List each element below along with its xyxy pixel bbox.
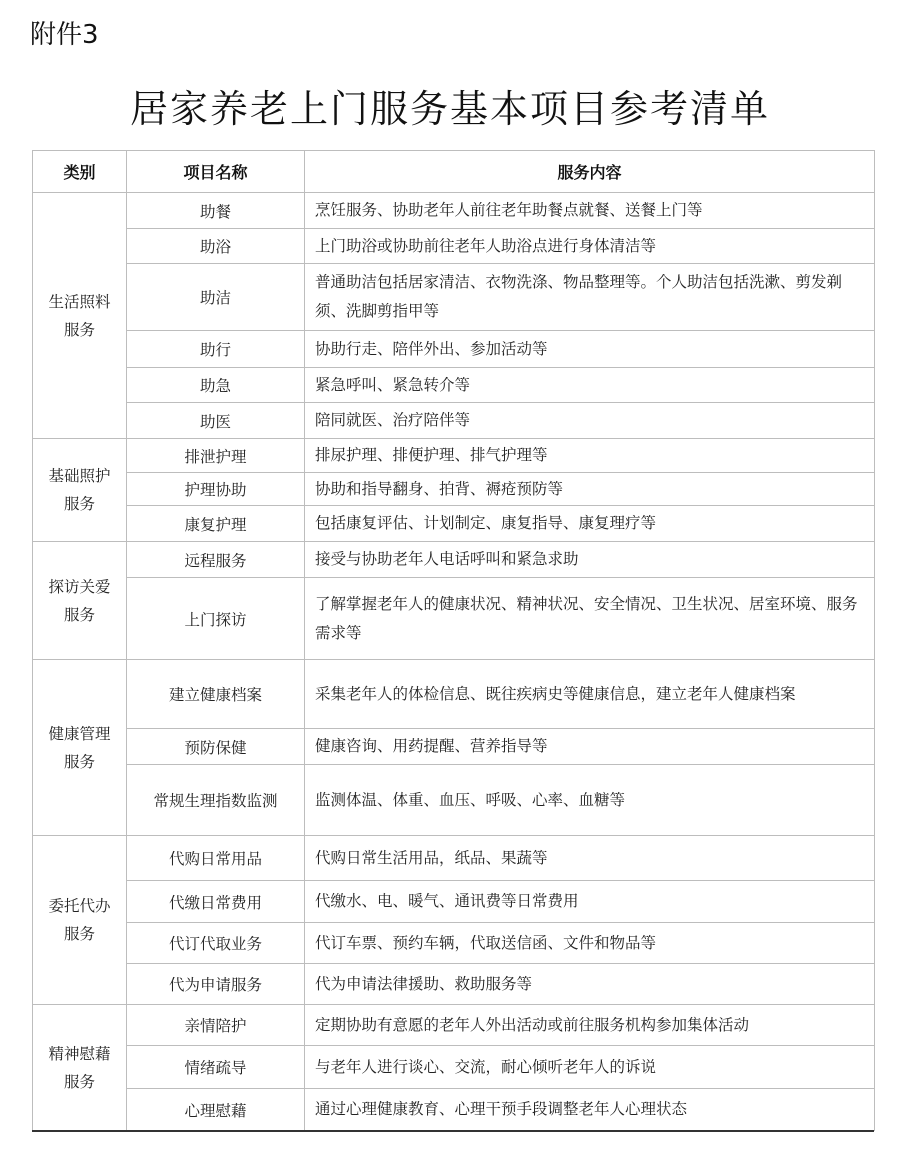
table-row [33,923,875,964]
table-row [33,1089,875,1131]
category-label-line1: 基础照护 [48,467,111,485]
table-row [33,506,875,542]
item-name-cell: 远程服务 [127,542,305,578]
table-row [33,1005,875,1046]
category-label-line2: 服务 [63,1072,95,1091]
category-label-line1: 委托代办 [48,897,111,915]
table-row [33,660,875,729]
category-cell [33,660,127,836]
table-row [33,331,875,368]
annex-label: 附件3 [30,20,99,50]
table-row [33,578,875,660]
category-label-line2: 服务 [63,752,95,771]
table-row [33,729,875,765]
item-name-cell: 亲情陪护 [127,1005,305,1046]
category-label-line2: 服务 [63,320,95,339]
table-row [33,368,875,403]
header-item-name: 项目名称 [127,151,305,193]
item-name-cell: 心理慰藉 [127,1089,305,1131]
service-content-cell: 代为申请法律援助、救助服务等 [305,964,875,1005]
table-row [33,229,875,264]
service-content-cell: 通过心理健康教育、心理干预手段调整老年人心理状态 [305,1089,875,1131]
table-body [33,193,875,1131]
item-name-cell: 常规生理指数监测 [127,765,305,836]
item-name-cell: 代购日常用品 [127,836,305,881]
bottom-rule [32,1130,874,1132]
table-row [33,765,875,836]
item-name-cell: 代为申请服务 [127,964,305,1005]
service-content-cell: 陪同就医、治疗陪伴等 [305,403,875,439]
service-content-cell: 监测体温、体重、血压、呼吸、心率、血糖等 [305,765,875,836]
item-name-cell: 预防保健 [127,729,305,765]
service-content-cell: 协助和指导翻身、拍背、褥疮预防等 [305,473,875,506]
service-content-cell: 包括康复评估、计划制定、康复指导、康复理疗等 [305,506,875,542]
item-name-cell: 助医 [127,403,305,439]
service-content-cell: 上门助浴或协助前往老年人助浴点进行身体清洁等 [305,229,875,264]
item-name-cell: 代订代取业务 [127,923,305,964]
category-label-line1: 精神慰藉 [48,1044,111,1063]
table-row [33,403,875,439]
item-name-cell: 护理协助 [127,473,305,506]
table-row [33,836,875,881]
category-cell [33,193,127,439]
item-name-cell: 上门探访 [127,578,305,660]
item-name-cell: 代缴日常费用 [127,881,305,923]
service-content-cell: 代订车票、预约车辆，代取送信函、文件和物品等 [305,923,875,964]
item-name-cell: 排泄护理 [127,439,305,473]
category-cell [33,1005,127,1131]
item-name-cell: 助浴 [127,229,305,264]
item-name-cell: 助行 [127,331,305,368]
service-content-cell: 协助行走、陪伴外出、参加活动等 [305,331,875,368]
category-cell [33,836,127,1005]
service-content-cell: 与老年人进行谈心、交流，耐心倾听老年人的诉说 [305,1046,875,1089]
category-label-line2: 服务 [63,605,95,624]
service-content-cell: 健康咨询、用药提醒、营养指导等 [305,729,875,765]
service-content-cell: 采集老年人的体检信息、既往疾病史等健康信息，建立老年人健康档案 [305,660,875,729]
table-row [33,473,875,506]
table-row [33,1046,875,1089]
item-name-cell: 助急 [127,368,305,403]
item-name-cell: 情绪疏导 [127,1046,305,1089]
page-title: 居家养老上门服务基本项目参考清单 [129,87,770,131]
item-name-cell: 建立健康档案 [127,660,305,729]
table-row [33,964,875,1005]
table-header-row [33,151,875,193]
item-name-cell: 康复护理 [127,506,305,542]
service-content-cell: 烹饪服务、协助老年人前往老年助餐点就餐、送餐上门等 [305,193,875,229]
service-content-cell: 代购日常生活用品，纸品、果蔬等 [305,836,875,881]
service-content-cell: 紧急呼叫、紧急转介等 [305,368,875,403]
service-content-cell: 普通助洁包括居家清洁、衣物洗涤、物品整理等。个人助洁包括洗漱、剪发剃须、洗脚剪指甲等 [305,264,875,331]
service-content-cell: 定期协助有意愿的老年人外出活动或前往服务机构参加集体活动 [305,1005,875,1046]
table-row [33,264,875,331]
category-label-line2: 服务 [63,925,95,943]
service-content-cell: 排尿护理、排便护理、排气护理等 [305,439,875,473]
service-content-cell: 代缴水、电、暖气、通讯费等日常费用 [305,881,875,923]
service-table [32,150,875,1131]
table-row [33,193,875,229]
item-name-cell: 助洁 [127,264,305,331]
service-content-cell: 接受与协助老年人电话呼叫和紧急求助 [305,542,875,578]
header-service-content: 服务内容 [305,151,875,193]
item-name-cell: 助餐 [127,193,305,229]
category-label-line1: 生活照料 [48,292,111,311]
category-label-line1: 探访关爱 [48,577,111,596]
category-cell [33,439,127,542]
header-category: 类别 [33,151,127,193]
category-label-line1: 健康管理 [48,724,111,743]
service-content-cell: 了解掌握老年人的健康状况、精神状况、安全情况、卫生状况、居室环境、服务需求等 [305,578,875,660]
category-cell [33,542,127,660]
table-row [33,881,875,923]
category-label-line2: 服务 [63,495,95,513]
table-row [33,542,875,578]
table-row [33,439,875,473]
